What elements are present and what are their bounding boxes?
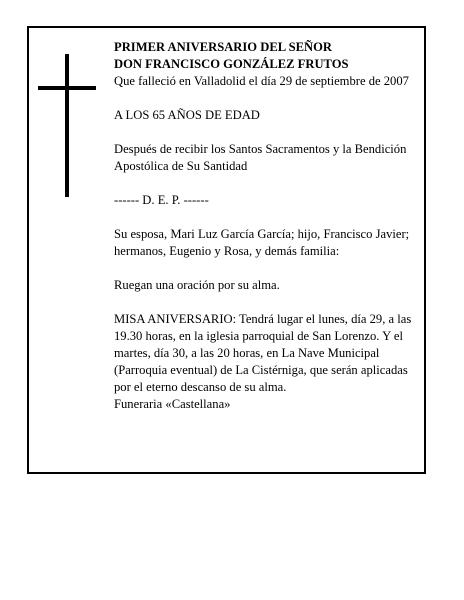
cross-vertical-bar — [65, 54, 69, 197]
rip-line: ------ D. E. P. ------ — [114, 193, 209, 207]
funeral-home: Funeraria «Castellana» — [114, 397, 231, 411]
cross-horizontal-bar — [38, 86, 96, 90]
sacraments-paragraph: Después de recibir los Santos Sacramentos y la Bendición Apostólica de Su Santidad — [114, 142, 407, 173]
title-line-2: DON FRANCISCO GONZÁLEZ FRUTOS — [114, 57, 349, 71]
title-line-1: PRIMER ANIVERSARIO DEL SEÑOR — [114, 40, 332, 54]
age-line: A LOS 65 AÑOS DE EDAD — [114, 108, 260, 122]
family-paragraph: Su esposa, Mari Luz García García; hijo, Francisco Javier; hermanos, Eugenio y Rosa, y demás familia: — [114, 227, 410, 258]
obituary-text — [114, 39, 424, 413]
mass-paragraph: MISA ANIVERSARIO: Tendrá lugar el lunes, día 29, a las 19.30 horas, en la iglesia parroquial de San Lorenzo. Y el martes, día 30, a las 20 horas, en La Nave Municipal (Parroquia eventual) de La Cistérniga, que serán aplicadas por el eterno descanso de su alma. — [114, 312, 412, 394]
prayer-line: Ruegan una oración por su alma. — [114, 278, 280, 292]
death-info: Que falleció en Valladolid el día 29 de septiembre de 2007 — [114, 74, 409, 88]
